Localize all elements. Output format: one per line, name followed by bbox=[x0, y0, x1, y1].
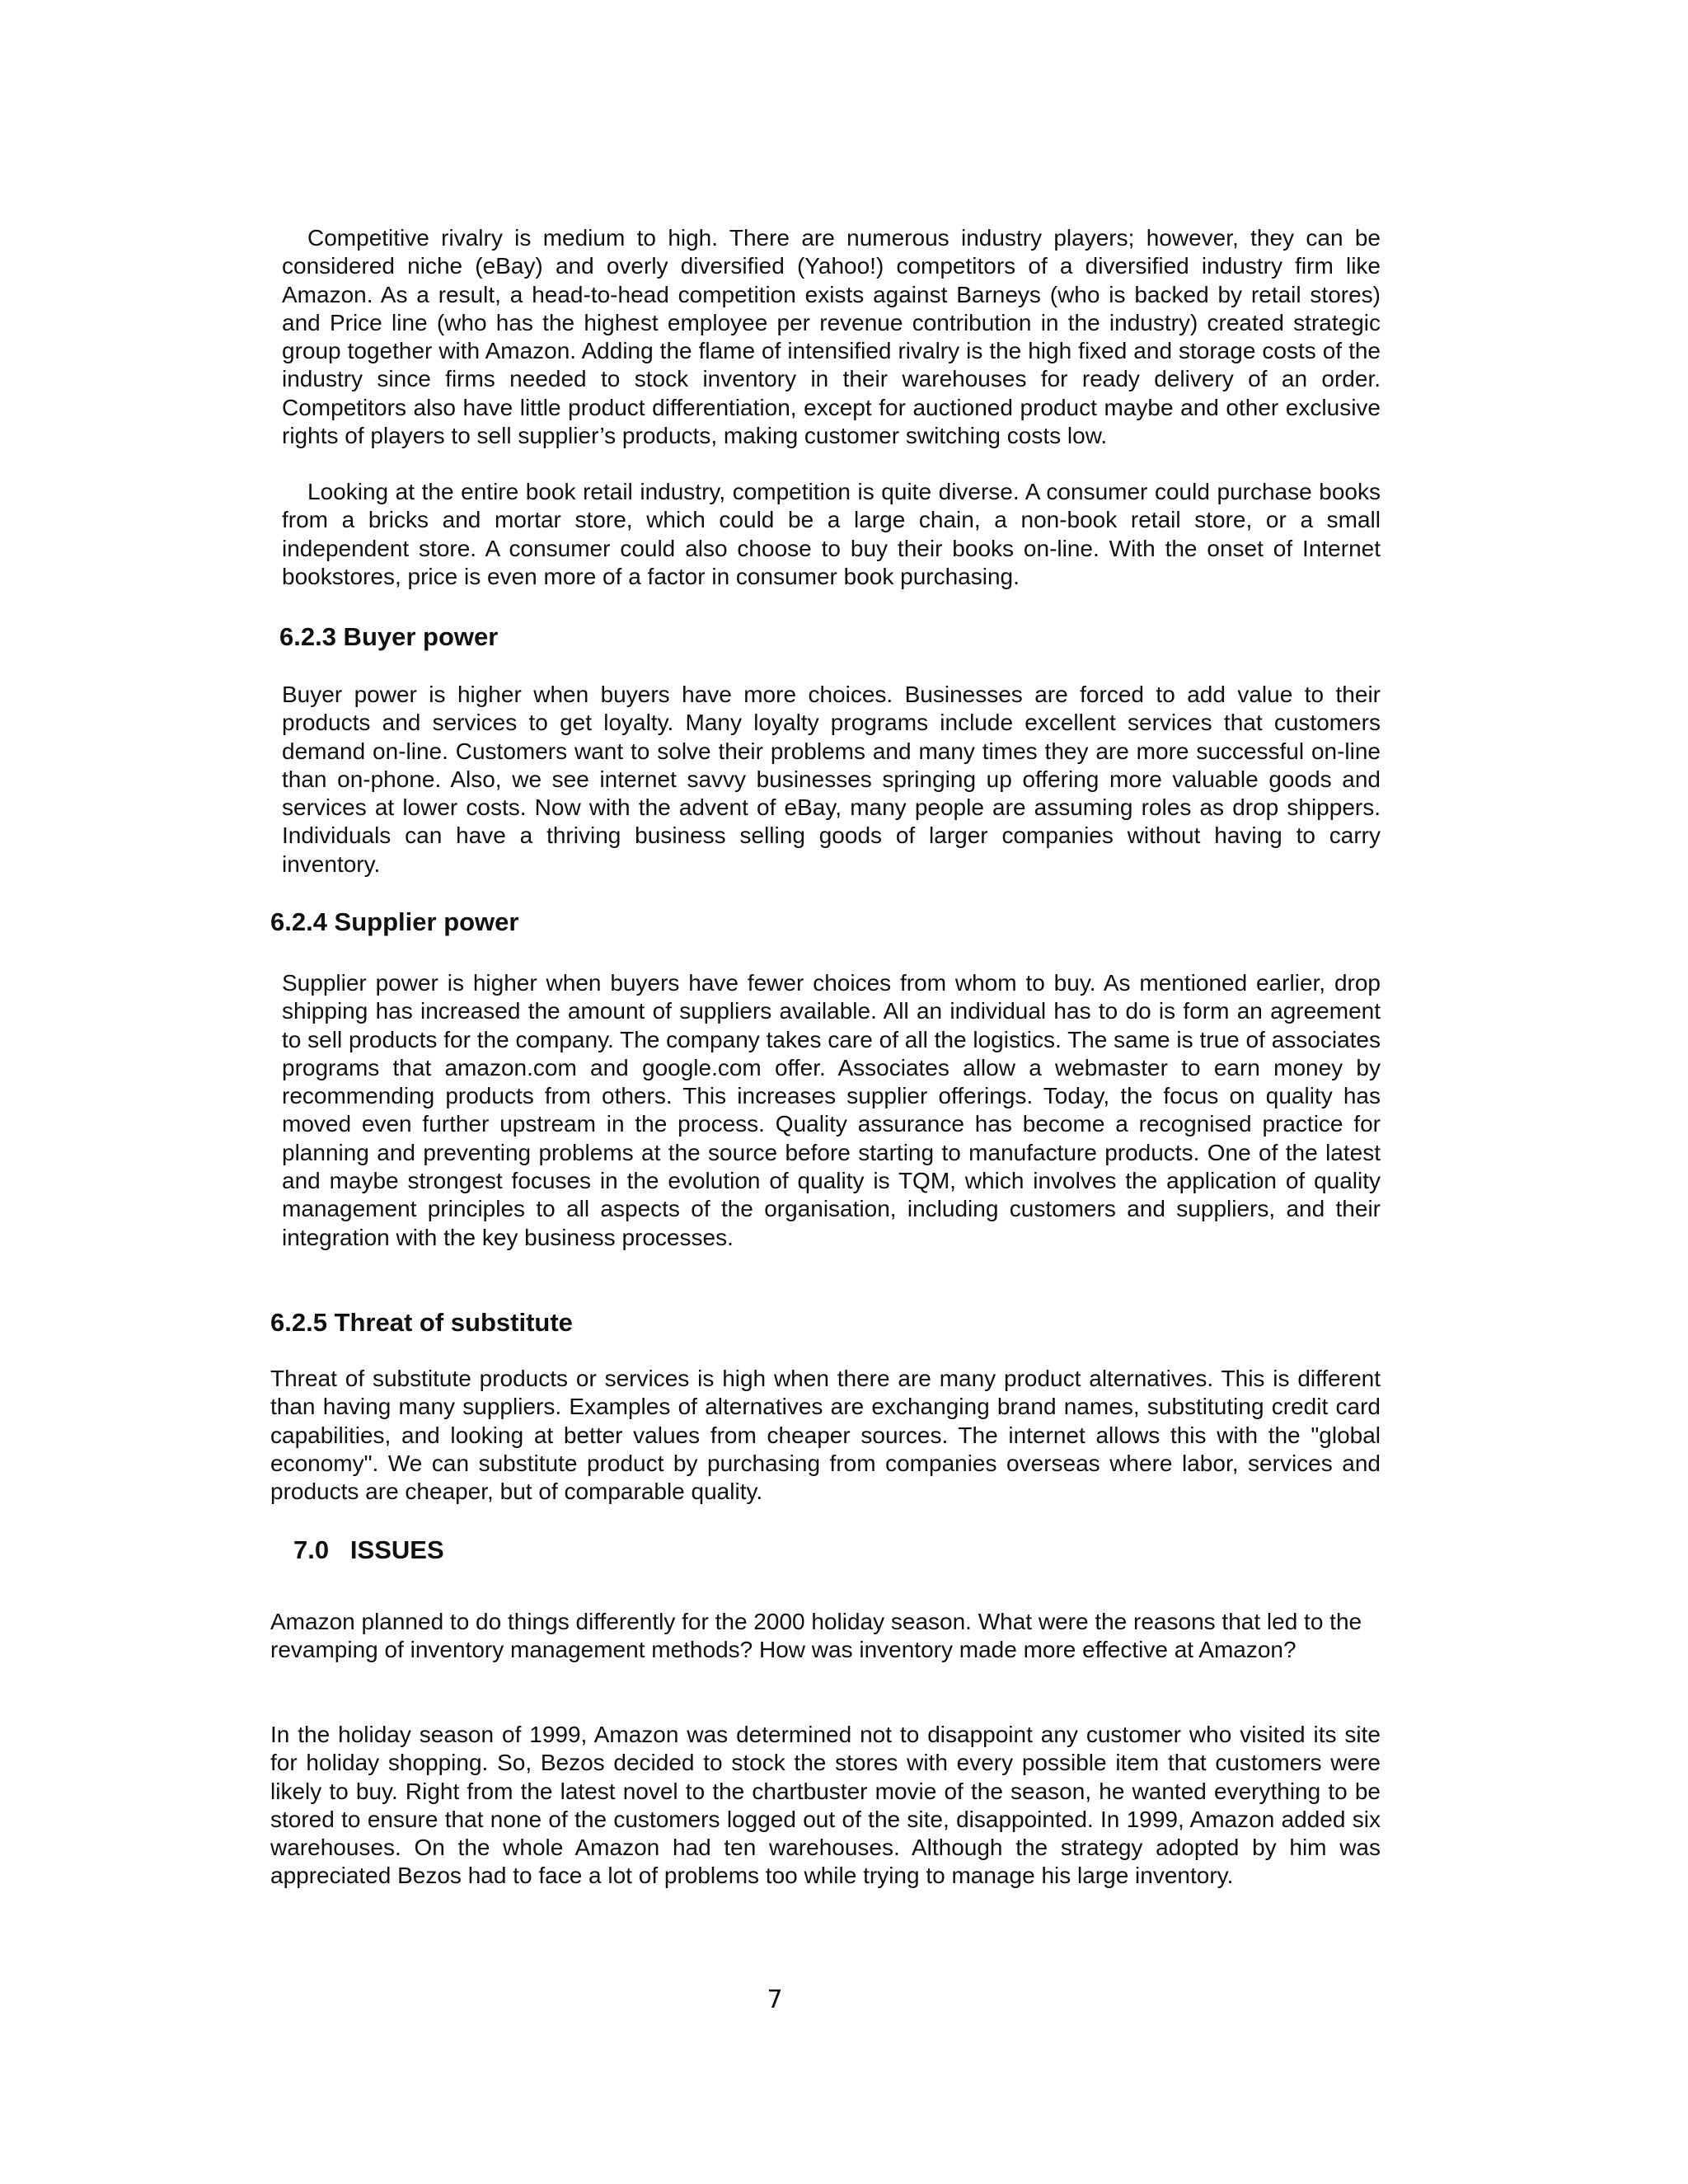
section-heading-buyer-power: 6.2.3 Buyer power bbox=[279, 622, 499, 651]
buyer-power-paragraph: Buyer power is higher when buyers have more choices. Businesses are forced to add value to their products and services to get loyalty. Many loyalty programs include excellent services that customers demand on-line. Customers want to solve their problems and many times they are more successful on-line than on-phone. Also, we see internet savvy businesses springing up offering more valuable goods and services at lower costs. Now with the advent of eBay, many people are assuming roles as drop shippers. Individuals can have a thriving business selling goods of larger companies without having to carry inventory. bbox=[282, 682, 1381, 877]
book-retail-paragraph: Looking at the entire book retail industry, competition is quite diverse. A consumer could purchase books from a bricks and mortar store, which could be a large chain, a non-book retail store, or a small independent store. A consumer could also choose to buy their books on-line. With the onset of Internet bookstores, price is even more of a factor in consumer book purchasing. bbox=[282, 479, 1381, 589]
section-heading-issues: 7.0 ISSUES bbox=[293, 1535, 444, 1564]
supplier-power-paragraph: Supplier power is higher when buyers have fewer choices from whom to buy. As mentioned earlier, drop shipping has increased the amount of suppliers available. All an individual has to do is form an agreement to sell products for the company. The company takes care of all the logistics. The same is true of associates programs that amazon.com and google.com offer. Associates allow a webmaster to earn money by recommending products from others. This increases supplier offerings. Today, the focus on quality has moved even further upstream in the process. Quality assurance has become a recognised practice for planning and preventing problems at the source before starting to manufacture products. One of the latest and maybe strongest focuses in the evolution of quality is TQM, which involves the application of quality management principles to all aspects of the organisation, including customers and suppliers, and their integration with the key business processes. bbox=[282, 970, 1381, 1250]
rivalry-paragraph: Competitive rivalry is medium to high. There are numerous industry players; however, they can be considered niche (eBay) and overly diversified (Yahoo!) competitors of a diversified industry firm like Amazon. As a result, a head-to-head competition exists against Barneys (who is backed by retail stores) and Price line (who has the highest employee per revenue contribution in the industry) created strategic group together with Amazon. Adding the flame of intensified rivalry is the high fixed and storage costs of the industry since firms needed to stock inventory in their warehouses for ready delivery of an order. Competitors also have little product differentiation, except for auctioned product maybe and other exclusive rights of players to sell supplier’s products, making customer switching costs low. bbox=[282, 225, 1381, 449]
section-heading-supplier-power: 6.2.4 Supplier power bbox=[270, 907, 519, 936]
page-number: 7 bbox=[767, 1985, 783, 2014]
threat-of-substitute-paragraph: Threat of substitute products or services is high when there are many product alternatives. This is different than having many suppliers. Examples of alternatives are exchanging brand names, substituting credit card capabilities, and looking at better values from cheaper sources. The internet allows this with the "global economy". We can substitute product by purchasing from companies overseas where labor, services and products are cheaper, but of comparable quality. bbox=[270, 1366, 1381, 1505]
issues-question-paragraph: Amazon planned to do things differently for the 2000 holiday season. What were the reasons that led to the revamping of inventory management methods? How was inventory made more effective at Amazon? bbox=[270, 1609, 1362, 1663]
issues-answer-paragraph: In the holiday season of 1999, Amazon was determined not to disappoint any customer who visited its site for holiday shopping. So, Bezos decided to stock the stores with every possible item that customers were likely to buy. Right from the latest novel to the chartbuster movie of the season, he wanted everything to be stored to ensure that none of the customers logged out of the site, disappointed. In 1999, Amazon added six warehouses. On the whole Amazon had ten warehouses. Although the strategy adopted by him was appreciated Bezos had to face a lot of problems too while trying to manage his large inventory. bbox=[270, 1722, 1381, 1889]
section-heading-threat-of-substitute: 6.2.5 Threat of substitute bbox=[270, 1308, 573, 1337]
